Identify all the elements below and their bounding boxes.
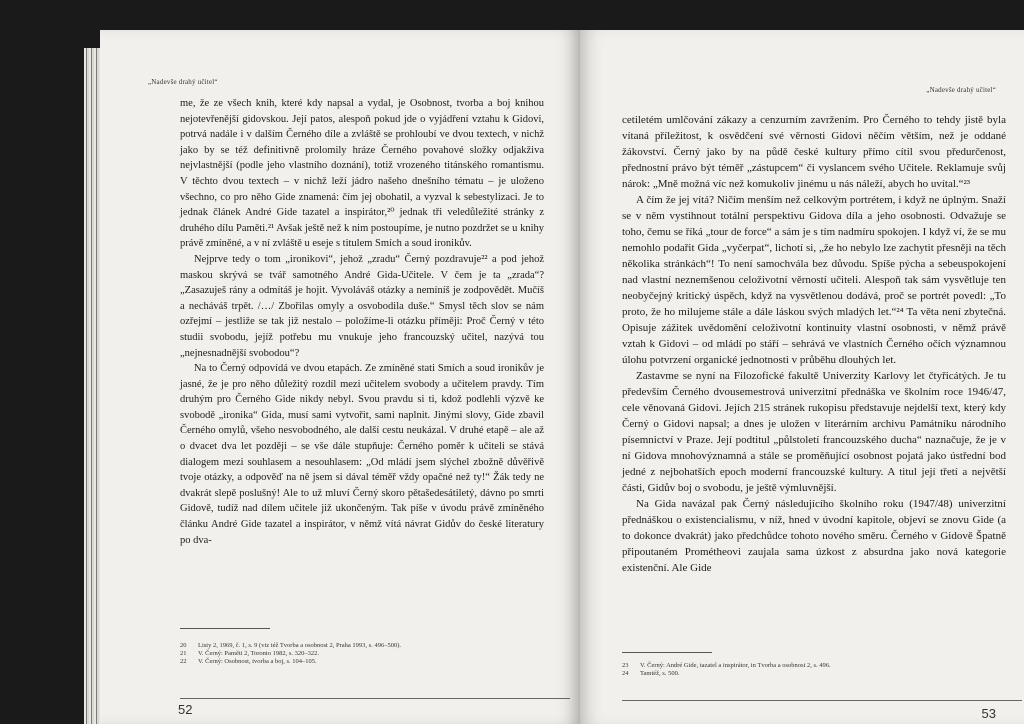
paragraph: me, že ze všech knih, které kdy napsal a vydal, je Osobnost, tvorba a boj knihou nejotevřenější gidovskou. Její patos, alespoň pokud jde o vyjádření vztahu k Gidovi, potrvá nadále i v dalším Černého díle a zvláště se prohloubí ve dvou textech, v nichž jako by se též definitivně prolomily hráze Černého povahové složky odjakživa nejvlastnější (podle jeho vlastního doznání), totiž vrozeného titánského romantismu. V těchto dvou textech – v nichž leží jádro našeho dnešního tématu – je uloženo všechno, co pro něho Gide znamená: čím jej obohatil, a vyzval k sebestylizaci. Je to jednak článek André Gide tazatel a inspirátor,²⁰ jednak tři veledůležité stránky z druhého dílu Paměti.²¹ Avšak ještě než k nim postoupíme, je nutno pozdržet se u knihy právě zmíněné, a v ní zvláště u eseje s titulem Smích a soud ironikův. (180, 98, 544, 250)
footnote-text: Listy 2, 1969, č. 1, s. 9 (viz též Tvorba a osobnost 2, Praha 1993, s. 496–500). (198, 642, 401, 649)
running-head: „Nadevše drahý učitel“ (926, 86, 996, 94)
footnote-text: Tamtéž, s. 500. (640, 670, 680, 677)
footnote (180, 642, 540, 650)
left-page (100, 30, 580, 724)
footnote-text: V. Černý: André Gide, tazatel a inspirátor, in Tvorba a osobnost 2, s. 496. (640, 662, 831, 669)
running-head: „Nadevše drahý učitel“ (148, 78, 218, 86)
paragraph: Na Gida navázal pak Černý následujícího školního roku (1947/48) univerzitní přednáškou o existencialismu, v níž, hned v úvodní kapitole, objeví se znovu Gide (a to dokonce dvakrát) jako předchůdce tohoto nového směru. Černého v Gidově Špatně připoutaném Prométheovi zaujala sama úzkost z absurdna jako nová kategorie existenční. Ale Gide (622, 498, 1006, 574)
paragraph: A čím že jej vítá? Ničím menším než celkovým portrétem, i když ne úplným. Snaží se v něm vystihnout totální perspektivu Gidova díla a jeho osobnosti. Odvažuje se toho, čemu se říká „tour de force“ a sám je s tím nadmíru spokojen. I když ví, že se mu nemohlo podařit Gida „vyčerpat“, lichotí si, „že ho nebylo lze zachytit přesněji na těch několika stránkách“! To není samochvála bez důvodu. Spíše pýcha a sebeuspokojení nad vlastní neznemšenou celoživotní věrností učiteli. Alespoň tak sám vysvětluje ten neobyčejný kritický úspěch, když na vysvětlenou dodává, proč se portrét povedl: „To proto, že ho milujeme stále a dále láskou svých mladých let.“²⁴ Ta věta není zbytečná. Opisuje zážitek uvědomění celoživotní kontinuity vlastní osobnosti, v němž právě vztah k Gidovi – od mládí po stáří – sehrává ve vlastních Černého očích významnou úlohu potvrzení organické jednotnosti v průběhu dlouhých let. (622, 194, 1006, 366)
footnote-number: 23 (622, 662, 629, 669)
footnote (622, 670, 1002, 678)
footnote (180, 650, 540, 658)
footnote (622, 662, 1002, 670)
page-number: 53 (981, 706, 996, 721)
page-number: 52 (178, 702, 193, 717)
body-text (180, 96, 544, 548)
footnotes (622, 662, 1002, 678)
footnote-text: V. Černý: Osobnost, tvorba a boj, s. 104–105. (198, 658, 317, 665)
footnotes (180, 642, 540, 666)
footnote (180, 658, 540, 666)
footnote-rule (180, 628, 270, 629)
paragraph: Nejprve tedy o tom „ironikovi“, jehož „zradu“ Černý pozdravuje²² a pod jehož maskou skrývá se tvář samotného André Gida-Učitele. V čem je ta „zrada“? „Zasazuješ rány a odmítáš je hojit. Vyvoláváš otázky a nemíníš je zodpovědět. Mučíš a necháváš trpět. /…/ Zbořilas omyly a osvobodila duše.“ Smysl těch slov se nám ozřejmí – jestliže se tak již nestalo – položíme-li otázku příměji: Proč Černý v této studii svobodu, jejíž potřebu mu vnukuje jeho francouzský učitel, nazývá tou „nejnesnadnější svobodou“? (180, 253, 544, 359)
paragraph: Na to Černý odpovídá ve dvou etapách. Ze zmíněné stati Smích a soud ironikův je jasné, že je pro něho důležitý rozdíl mezi učitelem svobody a učitelem pravdy. Tím druhým pro Černého Gide nikdy nebyl. Svou pravdu si ti, kdož podlehli výzvě ke svobodě „ironika“ Gida, musí sami vytvořit, sami naplnit. Jinými slovy, Gide zbavil Černého omylů, všeho nesvobodného, ale další cestu neukázal. V druhé etapě – ale až o dvacet dva let později – se vše dále stupňuje: Černého poměr k učiteli se stává dialogem mezi souhlasem a nesouhlasem: „Od mládí jsem slýchel zbožně důvěřivě tvoje otázky, a odpověď na ně jsem si dával téměř vždy opačné než ty!“ Žák tedy ne dvakrát slepě poslušný! Ale to už mluví Černý skoro pětašedesátiletý, dávno po smrti Gidově, tudíž nad dílem učitele již ukončeným. Tak píše v úvodu právě zmíněného článku André Gide tazatel a inspirátor, v němž vítá návrat Gidův do české literatury po dva- (180, 363, 544, 546)
paragraph: Zastavme se nyní na Filozofické fakultě Univerzity Karlovy let čtyřicátých. Je tu především Černého dvousemestrová univerzitní přednáška ve školním roce 1946/47, cele věnovaná Gidovi. Jejích 215 stránek rukopisu představuje nejdelší text, který kdy Černý o Gidovi napsal; a dnes je uložen v literárním archivu Památníku národního písemnictví v Praze. Její podtitul „půlstoletí francouzského ducha“ naznačuje, že je v ní Gidova mnohovýznamná a stále se proměňující osobnost pojatá jako ústřední bod jedné z nejbohatších epoch moderní francouzské kultury. A titul její třetí a největší části, Gidův boj o svobodu, je ještě výmluvnější. (622, 370, 1006, 494)
paragraph: cetiletém umlčování zákazy a cenzurním zavržením. Pro Černého to tehdy jistě byla vítaná příležitost, k osvědčení své věrnosti Gidovi něčím větším, než je oddané žákovství. Černý jako by na půdě české kultury přímo cítil svou předurčenost, přednostní právo být téměř „zástupcem“ či vyslancem svého Učitele. Reklamuje svůj nárok: „Mně možná víc než komukoliv jinému u nás náleží, abych ho uvítal.“²³ (622, 114, 1006, 190)
footnote-number: 24 (622, 670, 629, 677)
footnote-number: 21 (180, 650, 187, 657)
bottom-rule (622, 700, 1022, 701)
footnote-number: 22 (180, 658, 187, 665)
footnote-number: 20 (180, 642, 187, 649)
footnote-text: V. Černý: Paměti 2, Toronto 1982, s. 320–322. (198, 650, 319, 657)
body-text (622, 112, 1006, 576)
bottom-rule (180, 698, 570, 699)
right-page (580, 30, 1024, 724)
footnote-rule (622, 652, 712, 653)
